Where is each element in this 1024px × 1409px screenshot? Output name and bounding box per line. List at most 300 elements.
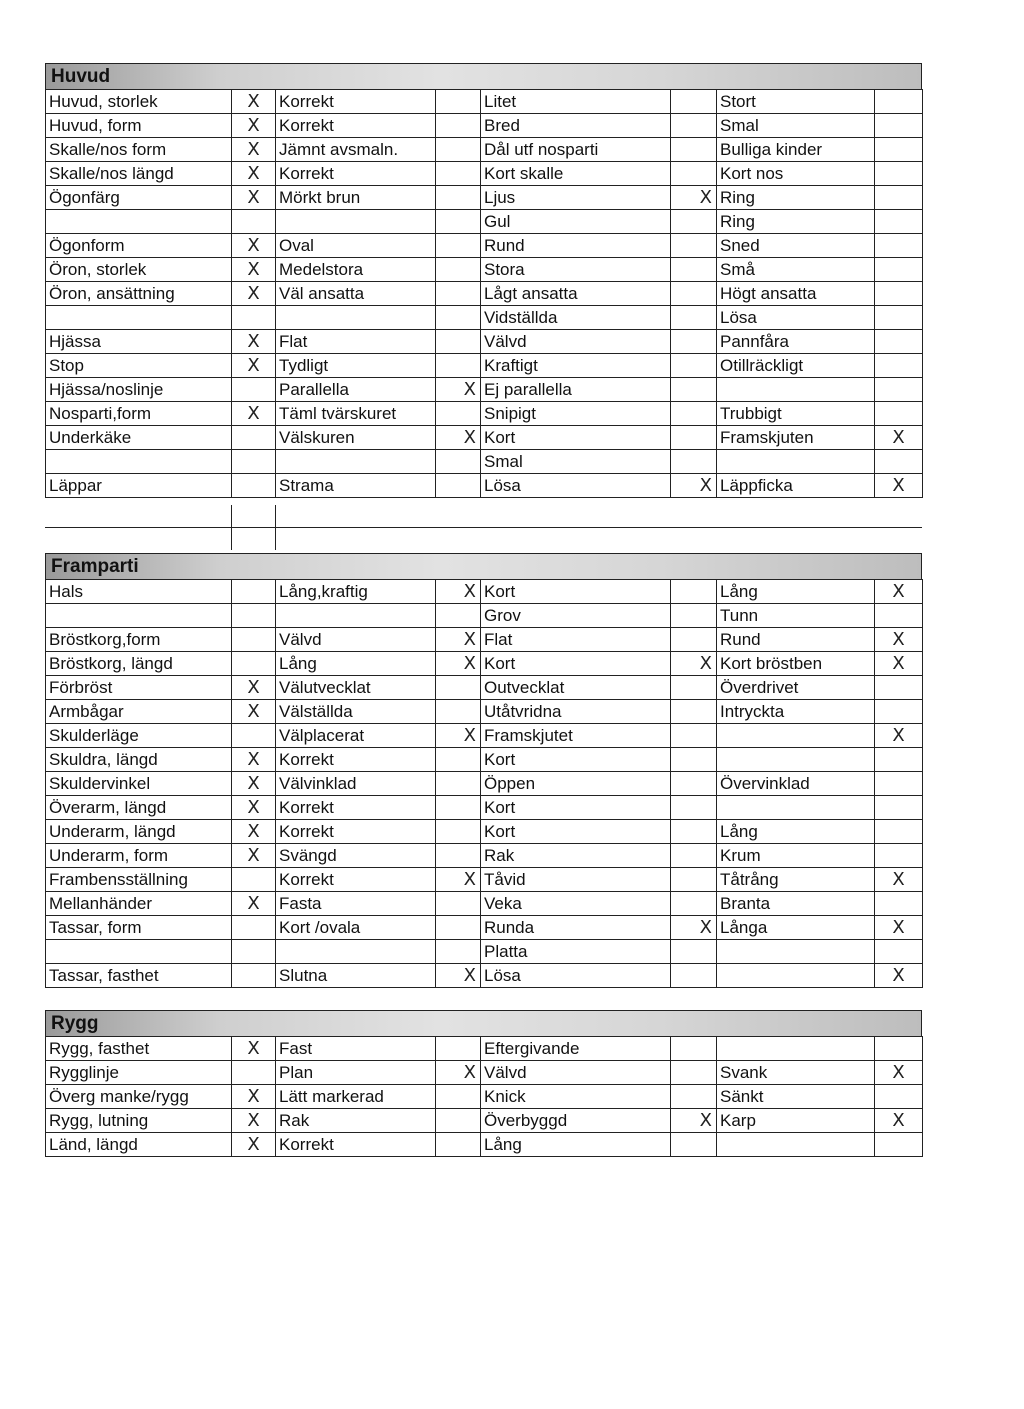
check-mark-cell (436, 796, 481, 820)
option-cell: Korrekt (276, 868, 436, 892)
section-title-huvud: Huvud (45, 63, 922, 89)
check-mark-cell: X (875, 628, 923, 652)
check-mark-cell (875, 90, 923, 114)
option-cell: Täml tvärskuret (276, 402, 436, 426)
check-mark-cell (671, 604, 717, 628)
option-cell: Fast (276, 1037, 436, 1061)
table-row (46, 402, 923, 426)
option-cell: Smal (717, 114, 875, 138)
option-cell: Korrekt (276, 1133, 436, 1157)
option-cell: Veka (481, 892, 671, 916)
check-mark-cell (436, 138, 481, 162)
check-mark-cell: X (232, 1133, 276, 1157)
option-cell: Välvd (481, 330, 671, 354)
row-label: Armbågar (46, 700, 232, 724)
option-cell: Högt ansatta (717, 282, 875, 306)
table-row (46, 306, 923, 330)
table-row (46, 580, 923, 604)
table-row (46, 162, 923, 186)
separator-line (45, 527, 922, 528)
check-mark-cell (671, 964, 717, 988)
option-cell: Oval (276, 234, 436, 258)
table-row (46, 652, 923, 676)
option-cell (276, 450, 436, 474)
check-mark-cell: X (232, 90, 276, 114)
row-label: Skuldra, längd (46, 748, 232, 772)
check-mark-cell: X (232, 186, 276, 210)
check-mark-cell: X (671, 474, 717, 498)
option-cell (717, 796, 875, 820)
table-row (46, 258, 923, 282)
check-mark-cell (671, 210, 717, 234)
option-cell: Plan (276, 1061, 436, 1085)
check-mark-cell: X (436, 652, 481, 676)
check-mark-cell: X (875, 868, 923, 892)
option-cell: Överdrivet (717, 676, 875, 700)
option-cell: Otillräckligt (717, 354, 875, 378)
check-mark-cell (671, 1133, 717, 1157)
option-cell: Korrekt (276, 796, 436, 820)
check-mark-cell (436, 604, 481, 628)
check-mark-cell (436, 1133, 481, 1157)
option-cell: Korrekt (276, 748, 436, 772)
check-mark-cell (671, 306, 717, 330)
option-cell: Gul (481, 210, 671, 234)
option-cell: Runda (481, 916, 671, 940)
check-mark-cell: X (671, 652, 717, 676)
row-label: Hals (46, 580, 232, 604)
check-mark-cell (875, 796, 923, 820)
check-mark-cell (671, 1061, 717, 1085)
row-label (46, 306, 232, 330)
option-cell: Väl ansatta (276, 282, 436, 306)
check-mark-cell (436, 186, 481, 210)
option-cell: Rund (717, 628, 875, 652)
table-row (46, 426, 923, 450)
check-mark-cell (436, 844, 481, 868)
option-cell: Dål utf nosparti (481, 138, 671, 162)
check-mark-cell: X (875, 916, 923, 940)
option-cell: Flat (276, 330, 436, 354)
option-cell (717, 940, 875, 964)
option-cell: Välskuren (276, 426, 436, 450)
section-framparti (45, 553, 922, 988)
option-cell: Stora (481, 258, 671, 282)
check-mark-cell (671, 844, 717, 868)
check-mark-cell: X (232, 114, 276, 138)
option-cell: Kort bröstben (717, 652, 875, 676)
option-cell: Kort (481, 748, 671, 772)
option-cell (276, 306, 436, 330)
check-mark-cell (875, 258, 923, 282)
row-label: Rygg, fasthet (46, 1037, 232, 1061)
check-mark-cell (875, 138, 923, 162)
option-cell: Flat (481, 628, 671, 652)
option-cell: Övervinklad (717, 772, 875, 796)
check-mark-cell (671, 1085, 717, 1109)
check-mark-cell: X (436, 868, 481, 892)
check-mark-cell (671, 700, 717, 724)
section-title-rygg: Rygg (45, 1010, 922, 1036)
option-cell: Pannfåra (717, 330, 875, 354)
option-cell: Ljus (481, 186, 671, 210)
row-label: Huvud, storlek (46, 90, 232, 114)
check-mark-cell (875, 772, 923, 796)
option-cell: Strama (276, 474, 436, 498)
row-label: Rygg, lutning (46, 1109, 232, 1133)
check-mark-cell: X (232, 234, 276, 258)
check-mark-cell: X (232, 772, 276, 796)
table-row (46, 474, 923, 498)
check-mark-cell (671, 724, 717, 748)
check-mark-cell: X (232, 700, 276, 724)
check-mark-cell (875, 1133, 923, 1157)
check-mark-cell (671, 820, 717, 844)
check-mark-cell (436, 234, 481, 258)
option-cell: Jämnt avsmaln. (276, 138, 436, 162)
check-mark-cell (232, 628, 276, 652)
check-mark-cell (671, 450, 717, 474)
check-mark-cell (232, 652, 276, 676)
check-mark-cell (671, 90, 717, 114)
option-cell (276, 210, 436, 234)
row-label: Underarm, form (46, 844, 232, 868)
option-cell: Eftergivande (481, 1037, 671, 1061)
table-row (46, 628, 923, 652)
check-mark-cell (875, 282, 923, 306)
row-label: Bröstkorg,form (46, 628, 232, 652)
option-cell: Kort /ovala (276, 916, 436, 940)
option-cell: Lång (717, 580, 875, 604)
check-mark-cell (671, 258, 717, 282)
check-mark-cell: X (671, 916, 717, 940)
check-mark-cell: X (436, 580, 481, 604)
section-huvud (45, 63, 922, 498)
check-mark-cell (436, 210, 481, 234)
option-cell: Bred (481, 114, 671, 138)
option-cell: Tåvid (481, 868, 671, 892)
option-cell: Mörkt brun (276, 186, 436, 210)
option-cell: Snipigt (481, 402, 671, 426)
check-mark-cell (232, 940, 276, 964)
check-mark-cell (232, 1061, 276, 1085)
option-cell (717, 1037, 875, 1061)
check-mark-cell: X (436, 628, 481, 652)
check-mark-cell (436, 1109, 481, 1133)
table-row (46, 1133, 923, 1157)
table-row (46, 354, 923, 378)
option-cell (717, 378, 875, 402)
check-mark-cell (232, 450, 276, 474)
table-row (46, 282, 923, 306)
check-mark-cell (671, 378, 717, 402)
table-row (46, 748, 923, 772)
check-mark-cell (232, 916, 276, 940)
row-label: Rygglinje (46, 1061, 232, 1085)
check-mark-cell (436, 114, 481, 138)
option-cell: Korrekt (276, 114, 436, 138)
check-mark-cell: X (232, 844, 276, 868)
check-mark-cell: X (232, 402, 276, 426)
framparti-rows (46, 580, 923, 988)
check-mark-cell: X (232, 258, 276, 282)
check-mark-cell (875, 186, 923, 210)
check-mark-cell (671, 402, 717, 426)
row-label: Skalle/nos längd (46, 162, 232, 186)
check-mark-cell: X (436, 964, 481, 988)
check-mark-cell (671, 1037, 717, 1061)
check-mark-cell: X (232, 892, 276, 916)
option-cell: Intryckta (717, 700, 875, 724)
check-mark-cell (232, 378, 276, 402)
table-row (46, 234, 923, 258)
check-mark-cell: X (436, 378, 481, 402)
check-mark-cell: X (232, 1037, 276, 1061)
row-label (46, 450, 232, 474)
check-mark-cell (232, 474, 276, 498)
check-mark-cell (232, 306, 276, 330)
table-row (46, 604, 923, 628)
option-cell: Ej parallella (481, 378, 671, 402)
huvud-rows (46, 90, 923, 498)
check-mark-cell: X (875, 1061, 923, 1085)
check-mark-cell: X (436, 1061, 481, 1085)
option-cell: Välutvecklat (276, 676, 436, 700)
option-cell: Svank (717, 1061, 875, 1085)
table-row (46, 138, 923, 162)
option-cell: Öppen (481, 772, 671, 796)
option-cell: Välvd (276, 628, 436, 652)
check-mark-cell (436, 892, 481, 916)
option-cell: Ring (717, 186, 875, 210)
table-row (46, 916, 923, 940)
check-mark-cell (436, 772, 481, 796)
table-row (46, 724, 923, 748)
check-mark-cell: X (232, 282, 276, 306)
check-mark-cell: X (232, 1109, 276, 1133)
option-cell: Tåtrång (717, 868, 875, 892)
check-mark-cell (875, 378, 923, 402)
check-mark-cell: X (232, 820, 276, 844)
check-mark-cell: X (875, 580, 923, 604)
check-mark-cell (232, 868, 276, 892)
table-row (46, 940, 923, 964)
check-mark-cell (875, 114, 923, 138)
option-cell: Stort (717, 90, 875, 114)
option-cell: Kort (481, 580, 671, 604)
check-mark-cell (671, 748, 717, 772)
option-cell: Lösa (717, 306, 875, 330)
check-mark-cell: X (436, 426, 481, 450)
option-cell: Trubbigt (717, 402, 875, 426)
separator-line (275, 505, 276, 550)
check-mark-cell (232, 724, 276, 748)
check-mark-cell (671, 354, 717, 378)
table-row (46, 1109, 923, 1133)
check-mark-cell (875, 162, 923, 186)
check-mark-cell (436, 820, 481, 844)
row-label: Mellanhänder (46, 892, 232, 916)
option-cell: Framskjutet (481, 724, 671, 748)
row-label: Tassar, form (46, 916, 232, 940)
option-cell: Kort (481, 426, 671, 450)
check-mark-cell (671, 234, 717, 258)
option-cell: Kort (481, 796, 671, 820)
check-mark-cell (671, 940, 717, 964)
check-mark-cell (875, 892, 923, 916)
check-mark-cell (436, 916, 481, 940)
check-mark-cell: X (671, 186, 717, 210)
option-cell: Ring (717, 210, 875, 234)
check-mark-cell: X (875, 1109, 923, 1133)
option-cell (276, 604, 436, 628)
check-mark-cell (436, 940, 481, 964)
option-cell: Välplacerat (276, 724, 436, 748)
table-row (46, 772, 923, 796)
option-cell: Kraftigt (481, 354, 671, 378)
table-row (46, 796, 923, 820)
table-row (46, 820, 923, 844)
option-cell (717, 748, 875, 772)
check-mark-cell (875, 330, 923, 354)
check-mark-cell (232, 426, 276, 450)
option-cell: Svängd (276, 844, 436, 868)
check-mark-cell (436, 748, 481, 772)
check-mark-cell (436, 700, 481, 724)
table-row (46, 90, 923, 114)
check-mark-cell (875, 402, 923, 426)
check-mark-cell: X (232, 330, 276, 354)
option-cell: Bulliga kinder (717, 138, 875, 162)
row-label: Skuldervinkel (46, 772, 232, 796)
row-label: Bröstkorg, längd (46, 652, 232, 676)
check-mark-cell (671, 772, 717, 796)
option-cell: Parallella (276, 378, 436, 402)
check-mark-cell (875, 354, 923, 378)
row-label: Öron, ansättning (46, 282, 232, 306)
option-cell: Outvecklat (481, 676, 671, 700)
check-mark-cell: X (232, 354, 276, 378)
table-row (46, 844, 923, 868)
check-mark-cell (436, 162, 481, 186)
check-mark-cell (232, 964, 276, 988)
option-cell: Sänkt (717, 1085, 875, 1109)
table-row (46, 700, 923, 724)
option-cell: Små (717, 258, 875, 282)
row-label: Överarm, längd (46, 796, 232, 820)
check-mark-cell (875, 306, 923, 330)
check-mark-cell (436, 354, 481, 378)
check-mark-cell (671, 892, 717, 916)
table-row (46, 964, 923, 988)
option-cell: Lätt markerad (276, 1085, 436, 1109)
row-label (46, 940, 232, 964)
option-cell: Korrekt (276, 90, 436, 114)
option-cell: Slutna (276, 964, 436, 988)
option-cell: Tydligt (276, 354, 436, 378)
section-title-framparti: Framparti (45, 553, 922, 579)
option-cell: Rak (481, 844, 671, 868)
huvud-table (45, 89, 923, 498)
separator-line (231, 505, 232, 550)
option-cell: Välställda (276, 700, 436, 724)
check-mark-cell (671, 330, 717, 354)
option-cell: Kort skalle (481, 162, 671, 186)
option-cell: Välvd (481, 1061, 671, 1085)
table-row (46, 378, 923, 402)
check-mark-cell (875, 1085, 923, 1109)
check-mark-cell (875, 234, 923, 258)
check-mark-cell: X (875, 964, 923, 988)
row-label: Underarm, längd (46, 820, 232, 844)
check-mark-cell (671, 282, 717, 306)
option-cell (717, 1133, 875, 1157)
option-cell: Rund (481, 234, 671, 258)
table-row (46, 450, 923, 474)
check-mark-cell (671, 580, 717, 604)
row-label: Frambensställning (46, 868, 232, 892)
row-label (46, 604, 232, 628)
option-cell: Fasta (276, 892, 436, 916)
option-cell: Rak (276, 1109, 436, 1133)
row-label: Ögonfärg (46, 186, 232, 210)
option-cell: Litet (481, 90, 671, 114)
row-label: Nosparti,form (46, 402, 232, 426)
check-mark-cell (671, 114, 717, 138)
row-label: Skalle/nos form (46, 138, 232, 162)
check-mark-cell: X (232, 676, 276, 700)
option-cell: Överbyggd (481, 1109, 671, 1133)
option-cell: Lösa (481, 964, 671, 988)
check-mark-cell (436, 282, 481, 306)
check-mark-cell: X (232, 162, 276, 186)
option-cell: Framskjuten (717, 426, 875, 450)
check-mark-cell (671, 676, 717, 700)
option-cell: Lång (717, 820, 875, 844)
option-cell: Karp (717, 1109, 875, 1133)
check-mark-cell (671, 426, 717, 450)
check-mark-cell (436, 676, 481, 700)
row-label: Skulderläge (46, 724, 232, 748)
check-mark-cell (436, 1085, 481, 1109)
option-cell: Lång,kraftig (276, 580, 436, 604)
option-cell: Kort nos (717, 162, 875, 186)
row-label: Hjässa/noslinje (46, 378, 232, 402)
check-mark-cell (232, 604, 276, 628)
option-cell: Platta (481, 940, 671, 964)
check-mark-cell (875, 604, 923, 628)
option-cell: Lång (481, 1133, 671, 1157)
option-cell: Korrekt (276, 820, 436, 844)
check-mark-cell: X (232, 748, 276, 772)
option-cell (717, 450, 875, 474)
table-row (46, 114, 923, 138)
option-cell: Korrekt (276, 162, 436, 186)
check-mark-cell: X (875, 652, 923, 676)
check-mark-cell (875, 748, 923, 772)
check-mark-cell (875, 700, 923, 724)
check-mark-cell (875, 1037, 923, 1061)
row-label: Läppar (46, 474, 232, 498)
row-label: Hjässa (46, 330, 232, 354)
check-mark-cell: X (875, 474, 923, 498)
check-mark-cell (436, 1037, 481, 1061)
option-cell: Smal (481, 450, 671, 474)
option-cell: Kort (481, 820, 671, 844)
row-label: Underkäke (46, 426, 232, 450)
check-mark-cell (875, 844, 923, 868)
row-label: Tassar, fasthet (46, 964, 232, 988)
